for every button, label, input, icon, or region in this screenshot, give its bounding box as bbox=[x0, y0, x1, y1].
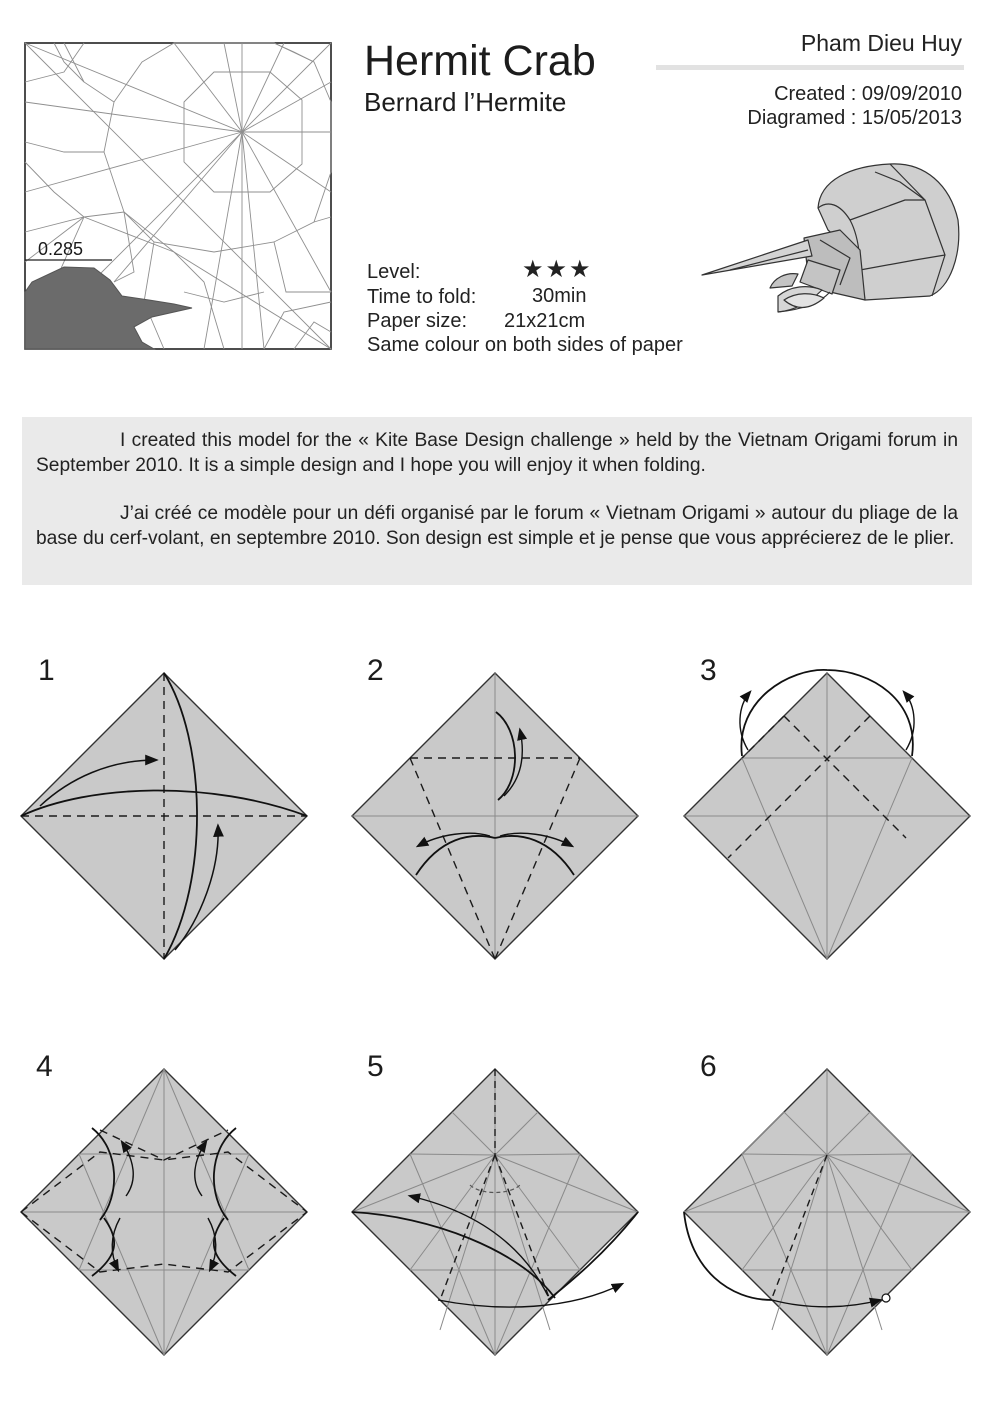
author-name: Pham Dieu Huy bbox=[800, 30, 962, 56]
size-value: 21x21cm bbox=[504, 310, 586, 332]
page-title: Hermit Crab bbox=[364, 37, 596, 85]
intro-french: J’ai créé ce modèle pour un défi organisé par le forum « Vietnam Origami » autour du pliage de la base du cerf-volant, en septembre 2010. Son design est simple et je pense que vous apprécierez de le plier. bbox=[36, 503, 958, 549]
step-3-diagram bbox=[684, 670, 970, 959]
created-date: Created : 09/09/2010 bbox=[774, 83, 962, 105]
time-label: Time to fold: bbox=[367, 285, 477, 308]
step-1-diagram bbox=[21, 673, 307, 959]
ratio-label: 0.285 bbox=[38, 239, 84, 259]
time-value: 30min bbox=[532, 285, 587, 307]
step-5-diagram bbox=[352, 1069, 638, 1355]
page-subtitle: Bernard l’Hermite bbox=[364, 87, 567, 117]
level-stars: ★★★ bbox=[522, 256, 593, 283]
step-3-number: 3 bbox=[700, 654, 717, 687]
step-5-number: 5 bbox=[367, 1050, 384, 1083]
step-6-diagram bbox=[684, 1069, 970, 1355]
diagramed-date: Diagramed : 15/05/2013 bbox=[747, 107, 962, 129]
level-label: Level: bbox=[367, 261, 421, 283]
step-4-number: 4 bbox=[36, 1050, 53, 1083]
step-6-number: 6 bbox=[700, 1050, 717, 1083]
paper-note: Same colour on both sides of paper bbox=[367, 334, 683, 356]
step-2-diagram bbox=[352, 673, 638, 959]
step-2-number: 2 bbox=[367, 654, 384, 687]
intro-english: I created this model for the « Kite Base Design challenge » held by the Vietnam Origami forum in September 2010. It is a simple design and I hope you will enjoy it when folding. bbox=[36, 430, 958, 476]
step-4-diagram bbox=[21, 1069, 307, 1355]
step-1-number: 1 bbox=[38, 654, 55, 687]
size-label: Paper size: bbox=[367, 310, 468, 332]
